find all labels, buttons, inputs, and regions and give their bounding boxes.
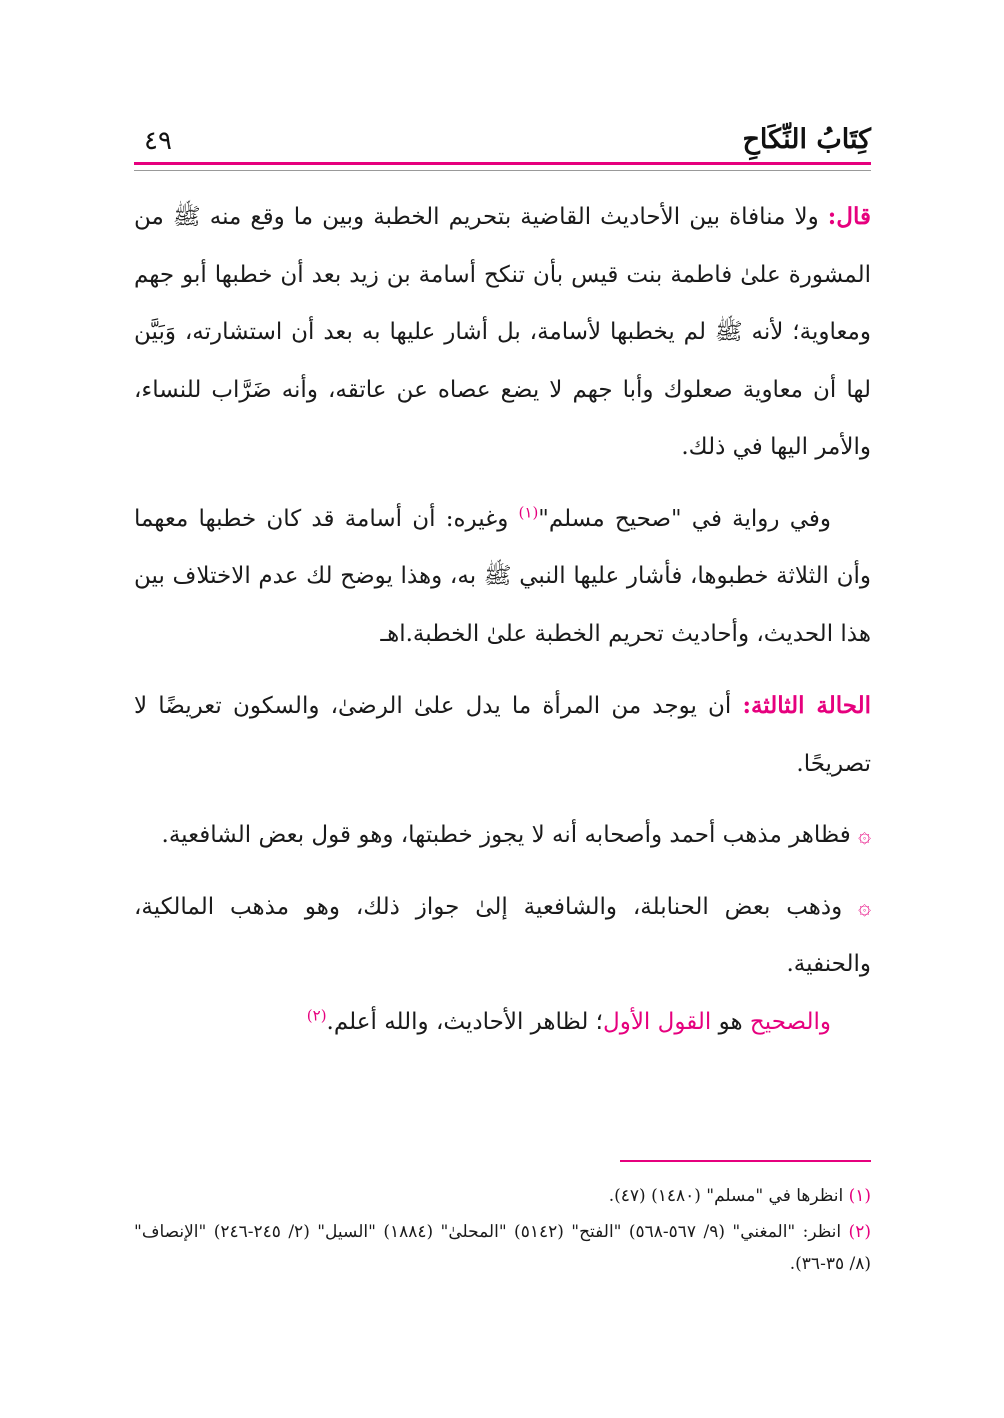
footnote-text: انظرها في "مسلم" (١٤٨٠) (٤٧). — [608, 1186, 849, 1206]
conclusion-text: هو — [711, 1008, 750, 1035]
flower-bullet-icon: ۞ — [858, 823, 871, 848]
paragraph-3 — [134, 677, 871, 793]
paragraph-text: أن يوجد من المرأة ما يدل علىٰ الرضىٰ، والسكون تعريضًا لا تصريحًا. — [134, 693, 871, 777]
flower-bullet-icon: ۞ — [858, 894, 871, 920]
footnote-1 — [134, 1180, 871, 1212]
footnote-text: انظر: "المغني" (٩/ ٥٦٧-٥٦٨) "الفتح" (٥١٤٢) "المحلىٰ" (١٨٨٤) "السيل" (٢/ ٢٤٥-٢٤٦) "الإنصاف" (٨/ ٣٥-٣٦). — [134, 1222, 871, 1274]
page-number: ٤٩ — [144, 126, 172, 156]
paragraph-text: وفي رواية في "صحيح مسلم" — [538, 505, 831, 532]
header-rule-thin — [134, 170, 871, 171]
paragraph-text: وغيره: أن أسامة قد كان خطبها معهما وأن الثلاثة خطبوها، فأشار عليها النبي ﷺ به، وهذا يوضح لك عدم الاختلاف بين هذا الحديث، وأحاديث تحريم الخطبة علىٰ الخطبة.اهـ — [134, 505, 871, 647]
highlight-text: والصحيح — [749, 1008, 831, 1035]
footnote-ref: (٢) — [306, 1005, 327, 1024]
bullet-text: فظاهر مذهب أحمد وأصحابه أنه لا يجوز خطبتها، وهو قول بعض الشافعية. — [161, 822, 859, 848]
bullet-item-2 — [134, 879, 871, 994]
footnote-rule — [620, 1160, 871, 1162]
main-text — [134, 188, 871, 1051]
conclusion-text: ؛ لظاهر الأحاديث، والله أعلم. — [326, 1008, 603, 1035]
paragraph-text: ولا منافاة بين الأحاديث القاضية بتحريم الخطبة وبين ما وقع منه ﷺ من المشورة علىٰ فاطمة بنت قيس بأن تنكح أسامة بن زيد بعد أن خطبها أبو جهم ومعاوية؛ لأنه ﷺ لم يخطبها لأسامة، بل أشار عليها به بعد أن استشارته، وَبَيَّن لها أن معاوية صعلوك وأبا جهم لا يضع عصاه عن عاتقه، وأنه ضَرَّاب للنساء، والأمر اليها في ذلك. — [134, 204, 871, 460]
paragraph-label: قال: — [827, 203, 871, 230]
section-label: الحالة الثالثة: — [742, 692, 871, 719]
conclusion — [134, 994, 871, 1052]
paragraph-1 — [134, 188, 871, 477]
page-header — [134, 118, 871, 168]
footnote-number: (١) — [848, 1186, 871, 1206]
footnote-2 — [134, 1216, 871, 1280]
header-rule — [134, 162, 871, 165]
paragraph-2 — [134, 491, 871, 664]
footnotes — [134, 1180, 871, 1284]
highlight-text: القول الأول — [603, 1008, 712, 1035]
book-title: كِتَابُ النِّكَاحِ — [742, 124, 871, 155]
bullet-text: وذهب بعض الحنابلة، والشافعية إلىٰ جواز ذلك، وهو مذهب المالكية، والحنفية. — [134, 893, 871, 977]
footnote-ref: (١) — [518, 502, 539, 521]
footnote-number: (٢) — [848, 1222, 871, 1242]
bullet-item-1 — [134, 807, 871, 865]
